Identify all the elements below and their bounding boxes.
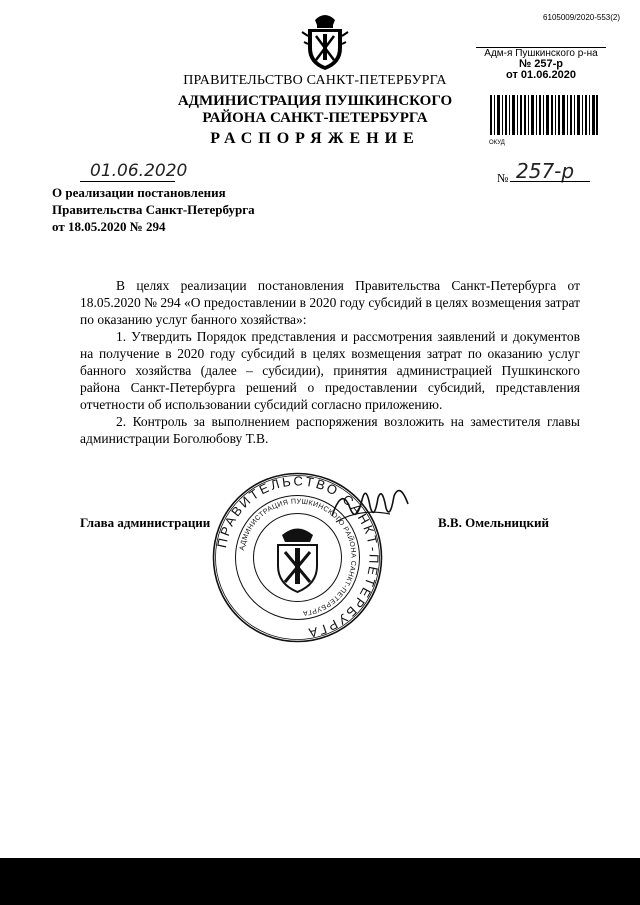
okud-label: ОКУД — [489, 140, 505, 146]
paragraph-item-2: 2. Контроль за выполнением распоряжения возложить на заместителя главы администрации Боголюбову Т.В. — [80, 414, 580, 446]
registration-stamp — [476, 48, 606, 81]
coat-of-arms-icon — [300, 12, 350, 74]
subject-line: от 18.05.2020 № 294 — [52, 219, 166, 234]
government-title: ПРАВИТЕЛЬСТВО САНКТ-ПЕТЕРБУРГА — [183, 73, 447, 88]
handwritten-date: 01.06.2020 — [90, 161, 188, 181]
administration-title — [150, 93, 480, 127]
document-body — [80, 277, 580, 447]
seal-inner-text: АДМИНИСТРАЦИЯ ПУШКИНСКОГО РАЙОНА САНКТ-ПЕТЕРБУРГА — [238, 498, 357, 617]
handwritten-signature — [330, 478, 410, 528]
administration-title-line2: РАЙОНА САНКТ-ПЕТЕРБУРГА — [202, 110, 428, 126]
number-underline — [510, 181, 590, 182]
stamp-number: № 257-р — [518, 58, 564, 70]
document-subject — [52, 184, 312, 235]
number-label: № — [497, 171, 509, 185]
administration-title-line1: АДМИНИСТРАЦИЯ ПУШКИНСКОГО — [177, 93, 453, 109]
stamp-date: от 01.06.2020 — [506, 69, 576, 81]
subject-line: О реализации постановления — [52, 185, 226, 200]
signatory-name: В.В. Омельницкий — [438, 515, 549, 530]
subject-line: Правительства Санкт-Петербурга — [52, 202, 255, 217]
paragraph-preamble: В целях реализации постановления Правительства Санкт-Петербурга от 18.05.2020 № 294 «О предоставлении в 2020 году субсидий в целях возмещения затрат по оказанию услуг банного хозяйства»: — [80, 278, 580, 327]
paragraph-item-1: 1. Утвердить Порядок представления и рассмотрения заявлений и документов на получение в 2020 году субсидий в целях возмещения затрат по оказанию услуг банного хозяйства (далее – субсидии), принятия администрацией Пушкинского района Санкт-Петербурга решений о предоставлении субсидий, представления отчетности об использовании субсидий согласно приложению. — [80, 329, 580, 412]
document-number: 6105009/2020-553(2) — [543, 13, 620, 22]
stamp-org: Адм-я Пушкинского р-на — [484, 48, 598, 59]
barcode-icon — [490, 95, 598, 135]
document-type: РАСПОРЯЖЕНИЕ — [210, 130, 420, 147]
seal-outer-text: ПРАВИТЕЛЬСТВО САНКТ-ПЕТЕРБУРГА — [214, 473, 382, 642]
seal-emblem-icon — [278, 529, 317, 593]
signatory-position: Глава администрации — [80, 515, 211, 530]
date-underline — [80, 181, 175, 182]
handwritten-number: 257-р — [516, 159, 575, 183]
